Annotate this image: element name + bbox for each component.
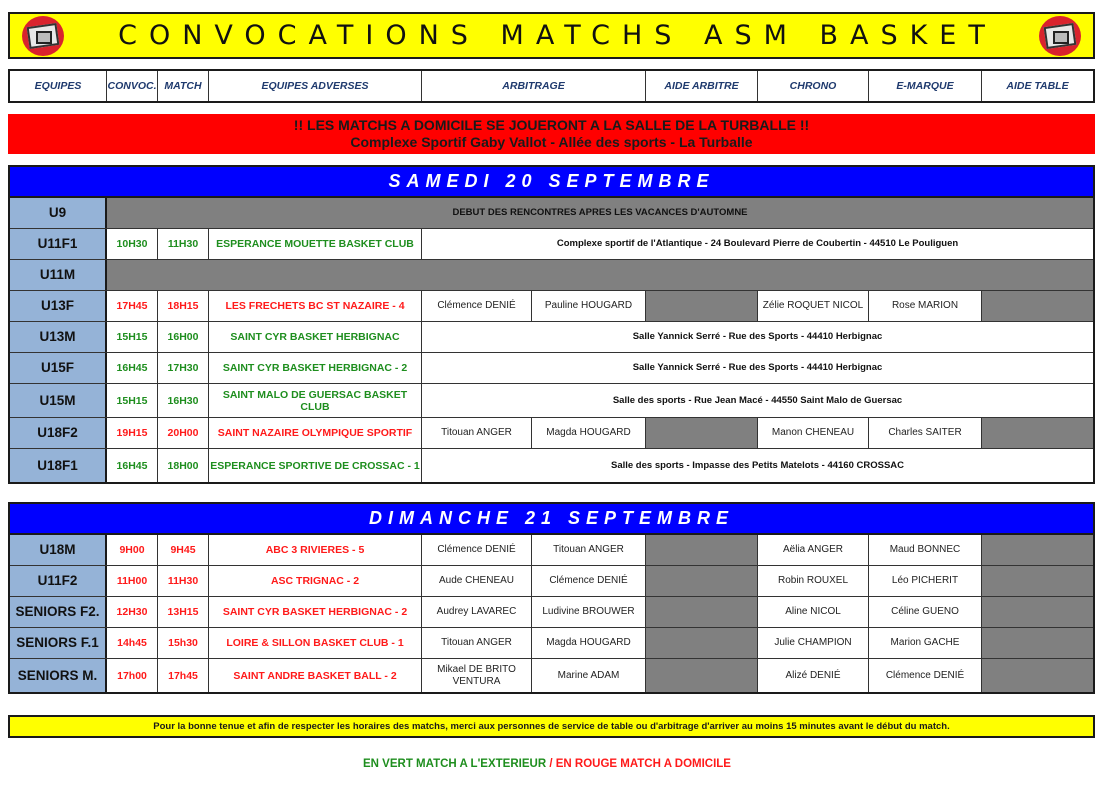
convocation-time: 12H30 (107, 597, 158, 627)
opponent-team: SAINT MALO DE GUERSAC BASKET CLUB (209, 384, 422, 417)
opponent-team: ABC 3 RIVIERES - 5 (209, 535, 422, 565)
home-venue-address: Complexe Sportif Gaby Vallot - Allée des sports - La Turballe (350, 134, 753, 150)
e-marque-cell: Céline GUENO (869, 597, 982, 627)
empty-cell (107, 260, 1093, 290)
venue-address: Complexe sportif de l'Atlantique - 24 Boulevard Pierre de Coubertin - 44510 Le Pouliguen (422, 229, 1093, 259)
venue-address: Salle Yannick Serré - Rue des Sports - 44410 Herbignac (422, 353, 1093, 383)
table-row (10, 291, 1093, 322)
match-time: 18H15 (158, 291, 209, 321)
referee-2: Clémence DENIÉ (532, 566, 646, 596)
team-cell: U13F (10, 291, 107, 321)
color-legend (0, 758, 1094, 770)
aide-arbitre-cell (646, 566, 758, 596)
table-row (10, 659, 1093, 692)
team-cell: SENIORS F2. (10, 597, 107, 627)
table-row (10, 229, 1093, 260)
match-time: 17H30 (158, 353, 209, 383)
club-logo-icon (1039, 16, 1081, 56)
team-cell: U13M (10, 322, 107, 352)
column-header-convoc: CONVOC. (107, 71, 158, 101)
team-cell: U11M (10, 260, 107, 290)
referee-2: Magda HOUGARD (532, 628, 646, 658)
match-time: 17h45 (158, 659, 209, 692)
match-time: 15h30 (158, 628, 209, 658)
opponent-team: SAINT CYR BASKET HERBIGNAC - 2 (209, 597, 422, 627)
column-header-row (8, 69, 1095, 103)
e-marque-cell: Léo PICHERIT (869, 566, 982, 596)
table-row (10, 384, 1093, 418)
match-time: 13H15 (158, 597, 209, 627)
table-row (10, 353, 1093, 384)
convocation-time: 16H45 (107, 353, 158, 383)
e-marque-cell: Maud BONNEC (869, 535, 982, 565)
referee-1: Mikael DE BRITO VENTURA (422, 659, 532, 692)
table-row (10, 535, 1093, 566)
referee-2: Marine ADAM (532, 659, 646, 692)
referee-2: Titouan ANGER (532, 535, 646, 565)
team-cell: U9 (10, 198, 107, 228)
day-table-sunday (8, 502, 1095, 694)
table-row (10, 322, 1093, 353)
column-header-aide-table: AIDE TABLE (1006, 80, 1069, 92)
opponent-team: SAINT CYR BASKET HERBIGNAC - 2 (209, 353, 422, 383)
aide-table-cell (982, 659, 1093, 692)
day-header: SAMEDI 20 SEPTEMBRE (10, 167, 1093, 198)
column-header-equipes-adverses: EQUIPES ADVERSES (209, 71, 422, 101)
match-time: 11H30 (158, 229, 209, 259)
opponent-team: ASC TRIGNAC - 2 (209, 566, 422, 596)
table-row (10, 449, 1093, 482)
table-row (10, 628, 1093, 659)
day-table-saturday (8, 165, 1095, 484)
aide-arbitre-cell (646, 291, 758, 321)
column-header-equipes: EQUIPES (10, 71, 107, 101)
chrono-cell: Alizé DENIÉ (758, 659, 869, 692)
home-venue-title: !! LES MATCHS A DOMICILE SE JOUERONT A LA SALLE DE LA TURBALLE !! (293, 117, 810, 133)
team-cell: U11F1 (10, 229, 107, 259)
referee-2: Pauline HOUGARD (532, 291, 646, 321)
aide-table-cell (982, 597, 1093, 627)
referee-1: Titouan ANGER (422, 418, 532, 448)
aide-arbitre-cell (646, 628, 758, 658)
match-time: 16H30 (158, 384, 209, 417)
opponent-team: LOIRE & SILLON BASKET CLUB - 1 (209, 628, 422, 658)
aide-table-cell (982, 566, 1093, 596)
legend-separator: / (546, 758, 556, 770)
convocation-time: 10H30 (107, 229, 158, 259)
table-row (10, 597, 1093, 628)
team-cell: SENIORS F.1 (10, 628, 107, 658)
convocation-time: 17h00 (107, 659, 158, 692)
convocation-time: 9H00 (107, 535, 158, 565)
club-logo-icon (22, 16, 64, 56)
chrono-cell: Aëlia ANGER (758, 535, 869, 565)
opponent-team: SAINT NAZAIRE OLYMPIQUE SPORTIF (209, 418, 422, 448)
referee-1: Audrey LAVAREC (422, 597, 532, 627)
home-venue-banner (8, 114, 1095, 154)
table-row (10, 198, 1093, 229)
opponent-team: ESPERANCE MOUETTE BASKET CLUB (209, 229, 422, 259)
referee-1: Clémence DENIÉ (422, 535, 532, 565)
note-cell: DEBUT DES RENCONTRES APRES LES VACANCES D'AUTOMNE (107, 198, 1093, 228)
referee-2: Magda HOUGARD (532, 418, 646, 448)
convocation-time: 19H15 (107, 418, 158, 448)
column-header-aide-arbitre: AIDE ARBITRE (646, 71, 758, 101)
e-marque-cell: Rose MARION (869, 291, 982, 321)
match-time: 11H30 (158, 566, 209, 596)
opponent-team: LES FRECHETS BC ST NAZAIRE - 4 (209, 291, 422, 321)
aide-table-cell (982, 418, 1093, 448)
punctuality-notice: Pour la bonne tenue et afin de respecter les horaires des matchs, merci aux personnes de service de table ou d'arbitrage d'arriver au moins 15 minutes avant le début du match. (8, 715, 1095, 738)
team-cell: U15M (10, 384, 107, 417)
title-banner (8, 12, 1095, 59)
table-row (10, 260, 1093, 291)
venue-address: Salle Yannick Serré - Rue des Sports - 44410 Herbignac (422, 322, 1093, 352)
chrono-cell: Robin ROUXEL (758, 566, 869, 596)
team-cell: U15F (10, 353, 107, 383)
aide-arbitre-cell (646, 535, 758, 565)
column-header-chrono: CHRONO (758, 71, 869, 101)
referee-1: Titouan ANGER (422, 628, 532, 658)
venue-address: Salle des sports - Impasse des Petits Matelots - 44160 CROSSAC (422, 449, 1093, 482)
legend-home: EN ROUGE MATCH A DOMICILE (555, 758, 731, 770)
e-marque-cell: Charles SAITER (869, 418, 982, 448)
match-time: 16H00 (158, 322, 209, 352)
team-cell: SENIORS M. (10, 659, 107, 692)
e-marque-cell: Clémence DENIÉ (869, 659, 982, 692)
aide-table-cell (982, 535, 1093, 565)
team-cell: U18F2 (10, 418, 107, 448)
page-title: CONVOCATIONS MATCHS ASM BASKET (118, 20, 997, 51)
column-header-arbitrage: ARBITRAGE (422, 71, 646, 101)
convocation-time: 16H45 (107, 449, 158, 482)
chrono-cell: Manon CHENEAU (758, 418, 869, 448)
e-marque-cell: Marion GACHE (869, 628, 982, 658)
convocation-time: 11H00 (107, 566, 158, 596)
aide-table-cell (982, 628, 1093, 658)
venue-address: Salle des sports - Rue Jean Macé - 44550 Saint Malo de Guersac (422, 384, 1093, 417)
column-header-match: MATCH (158, 71, 209, 101)
aide-arbitre-cell (646, 418, 758, 448)
referee-1: Aude CHENEAU (422, 566, 532, 596)
table-row (10, 566, 1093, 597)
match-time: 20H00 (158, 418, 209, 448)
column-header-e-marque: E-MARQUE (869, 71, 982, 101)
team-cell: U11F2 (10, 566, 107, 596)
convocation-time: 14h45 (107, 628, 158, 658)
opponent-team: SAINT CYR BASKET HERBIGNAC (209, 322, 422, 352)
aide-table-cell (982, 291, 1093, 321)
match-time: 18H00 (158, 449, 209, 482)
team-cell: U18F1 (10, 449, 107, 482)
aide-arbitre-cell (646, 597, 758, 627)
chrono-cell: Julie CHAMPION (758, 628, 869, 658)
convocation-time: 15H15 (107, 384, 158, 417)
convocation-time: 17H45 (107, 291, 158, 321)
chrono-cell: Zélie ROQUET NICOL (758, 291, 869, 321)
referee-1: Clémence DENIÉ (422, 291, 532, 321)
referee-2: Ludivine BROUWER (532, 597, 646, 627)
aide-arbitre-cell (646, 659, 758, 692)
team-cell: U18M (10, 535, 107, 565)
chrono-cell: Aline NICOL (758, 597, 869, 627)
opponent-team: SAINT ANDRE BASKET BALL - 2 (209, 659, 422, 692)
day-header: DIMANCHE 21 SEPTEMBRE (10, 504, 1093, 535)
legend-away: EN VERT MATCH A L'EXTERIEUR (363, 758, 547, 770)
match-time: 9H45 (158, 535, 209, 565)
convocation-time: 15H15 (107, 322, 158, 352)
opponent-team: ESPERANCE SPORTIVE DE CROSSAC - 1 (209, 449, 422, 482)
table-row (10, 418, 1093, 449)
